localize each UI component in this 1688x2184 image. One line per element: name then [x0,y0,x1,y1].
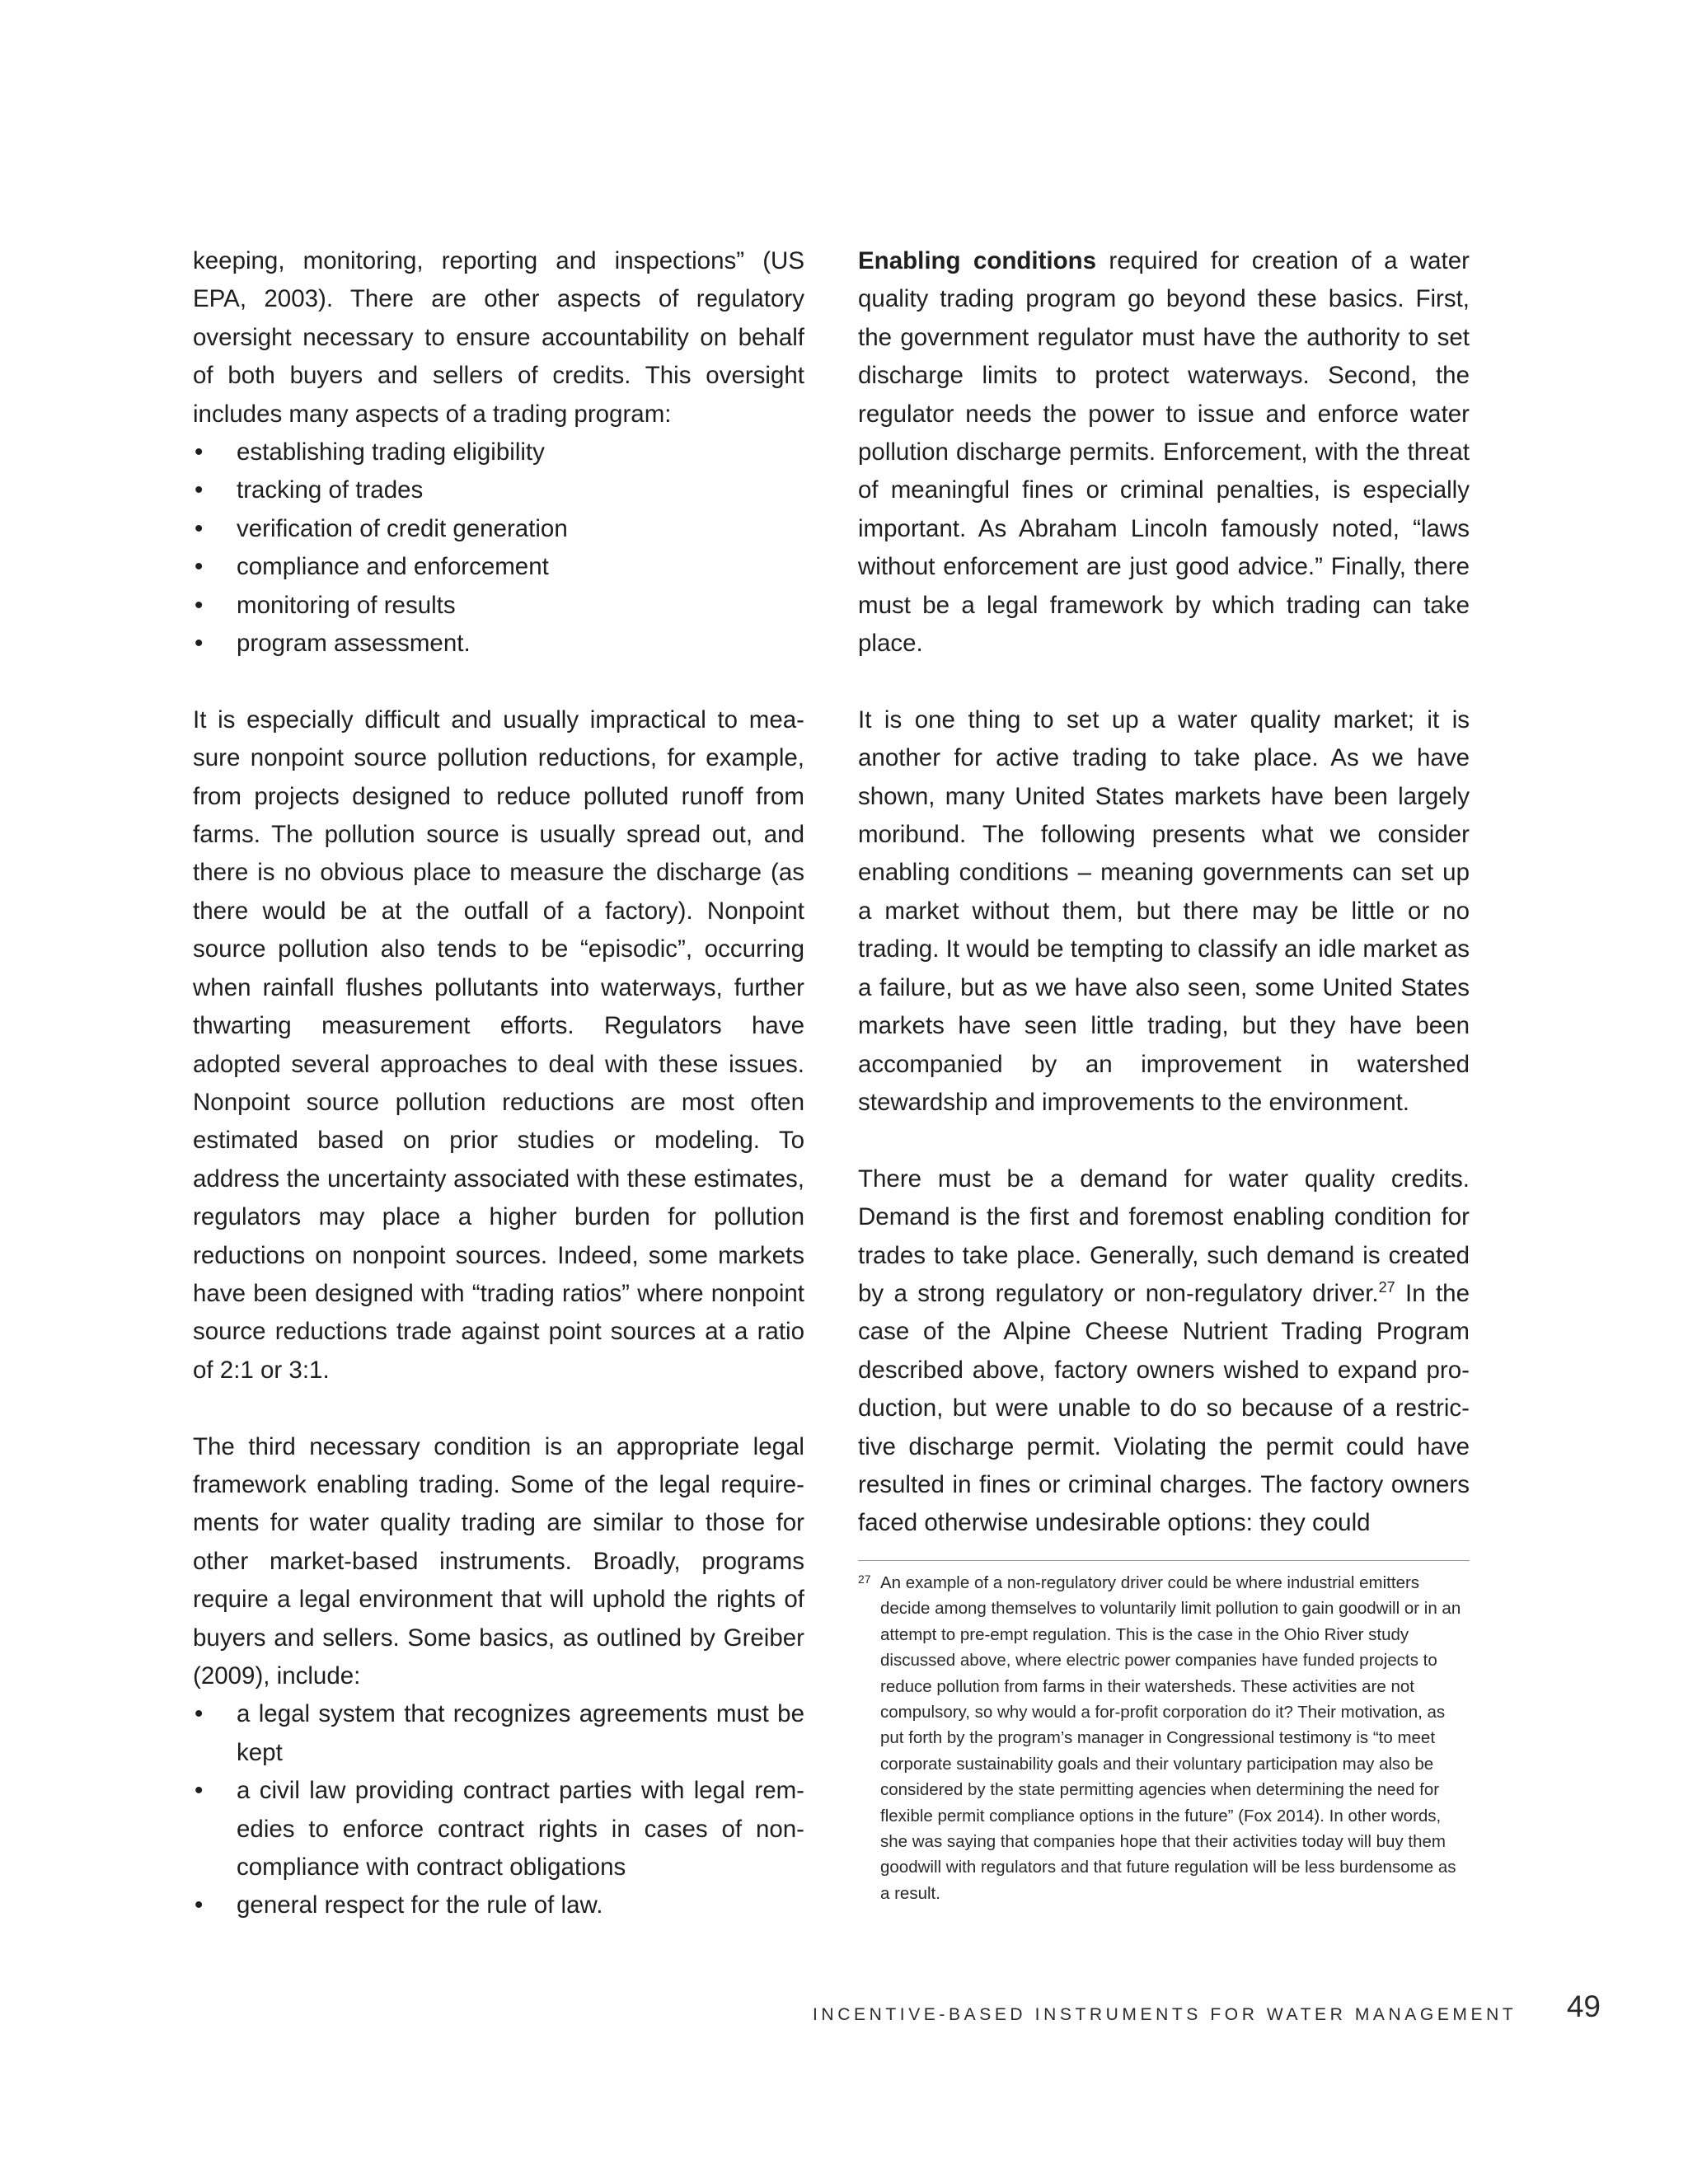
bullet-item: • general respect for the rule of law. [193,1886,804,1924]
paragraph-nonpoint-source: It is especially difficult and usually impractical to measure nonpoint source pollution reductions, for example, from projects designed to reduce polluted runoff from farms. The pollution source is usually spread out, and there is no obvious place to measure the discharge (as there would be at the outfall of a factory). Nonpoint source pollution also tends to be “episodic”, occurring when rainfall flushes pollutants into waterways, further thwarting measurement efforts. Regulators have adopted several approaches to deal with these issues. Nonpoint source pollution reductions are most often estimated based on prior studies or modeling. To address the uncertainty associated with these estimates, regulators may place a higher burden for pollution reductions on nonpoint sources. Indeed, some markets have been designed with “trading ratios” where nonpoint source reductions trade against point sources at a ratio of 2:1 or 3:1. [193,705,804,1384]
bullet-item: • establishing trading eligibility [193,434,804,471]
bullet-item: • monitoring of results [193,587,804,625]
paragraph-active-trading: It is one thing to set up a water quality market; it is another for active trading to take place. As we have shown, many United States markets have been largely moribund. The following presents what we consider enabling conditions – meaning governments can set up a market without them, but there may be little or no trading. It would be tempting to classify an idle market as a failure, but as we have also seen, some United States markets have seen little trading, but they have been accompanied by an improvement in watershed stewardship and improvements to the environment. [858,705,1470,1116]
oversight-bullet-list [193,434,804,663]
footnote-divider [858,1560,1470,1561]
enabling-conditions-heading: Enabling conditions [858,247,1097,274]
bullet-item: • verification of credit generation [193,510,804,548]
page-number: 49 [1566,1990,1601,2023]
right-column [858,242,1470,1543]
paragraph-enabling-conditions [858,242,1470,663]
bullet-item: • tracking of trades [193,471,804,509]
footnote [858,1570,1470,1906]
demand-text-before: There must be a demand for water quality credits. Demand is the first and foremost enabling condition for trades to take place. Generally, such demand is created by a strong regulatory or non-regulatory driver. [858,1165,1470,1307]
bullet-item: • a legal system that recognizes agreements must be kept [193,1695,804,1772]
left-column [193,242,804,1925]
legal-basics-bullet-list [193,1695,804,1924]
running-footer-title: INCENTIVE-BASED INSTRUMENTS FOR WATER MANAGEMENT [813,2005,1517,2024]
enabling-conditions-text: required for creation of a water quality trading program go beyond these basics. First, the government regulator must have the authority to set discharge limits to protect waterways. Second, the regulator needs the power to issue and enforce water pollution discharge permits. Enforcement, with the threat of meaningful fines or criminal penalties, is especially important. As Abraham Lincoln famously noted, “laws without enforcement are just good advice.” Finally, there must be a legal framework by which trading can take place. [858,247,1470,658]
footnote-reference[interactable]: 27 [1378,1279,1395,1296]
bullet-item: • a civil law providing contract parties with legal remedies to enforce contract rights in cases of noncompliance with contract obligations [193,1772,804,1886]
bullet-item: • program assessment. [193,625,804,663]
footnote-text: An example of a non-regulatory driver could be where industrial emitters decide among themselves to voluntarily limit pollution to gain goodwill or in an attempt to pre-empt regulation. This is the case in the Ohio River study discussed above, where electric power companies have funded projects to reduce pollution from farms in their watersheds. These activities are not compulsory, so why would a for-profit corporation do it? Their motivation, as put forth by the program’s manager in Congressional testimony is “to meet corporate sustainability goals and their voluntary participation may also be considered by the state permitting agencies when determining the need for flexible permit compliance options in the future” (Fox 2014). In other words, she was saying that companies hope that their activities today will buy them goodwill with regulators and that future regulation will be less burdensome as a result. [880,1573,1461,1903]
bullet-item: • compliance and enforcement [193,548,804,586]
paragraph-demand [858,1160,1470,1543]
paragraph-legal-framework: The third necessary condition is an appropriate legal framework enabling trading. Some of the legal requirements for water quality trading are similar to those for other market-based instruments. Broadly, programs require a legal environment that will uphold the rights of buyers and sellers. Some basics, as outlined by Greiber (2009), include: [193,1432,804,1690]
paragraph-oversight: keeping, monitoring, reporting and inspections” (US EPA, 2003). There are other aspects of regulatory oversight necessary to ensure accountability on behalf of both buyers and sellers of credits. This oversight includes many aspects of a trading program: [193,247,804,428]
demand-text-after: In the case of the Alpine Cheese Nutrient Trading Program described above, factory owners wished to expand production, but were unable to do so because of a restrictive discharge permit. Violating the permit could have resulted in fines or criminal charges. The factory owners faced otherwise undesirable options: they could [858,1279,1470,1537]
footnote-number: 27 [858,1572,871,1586]
